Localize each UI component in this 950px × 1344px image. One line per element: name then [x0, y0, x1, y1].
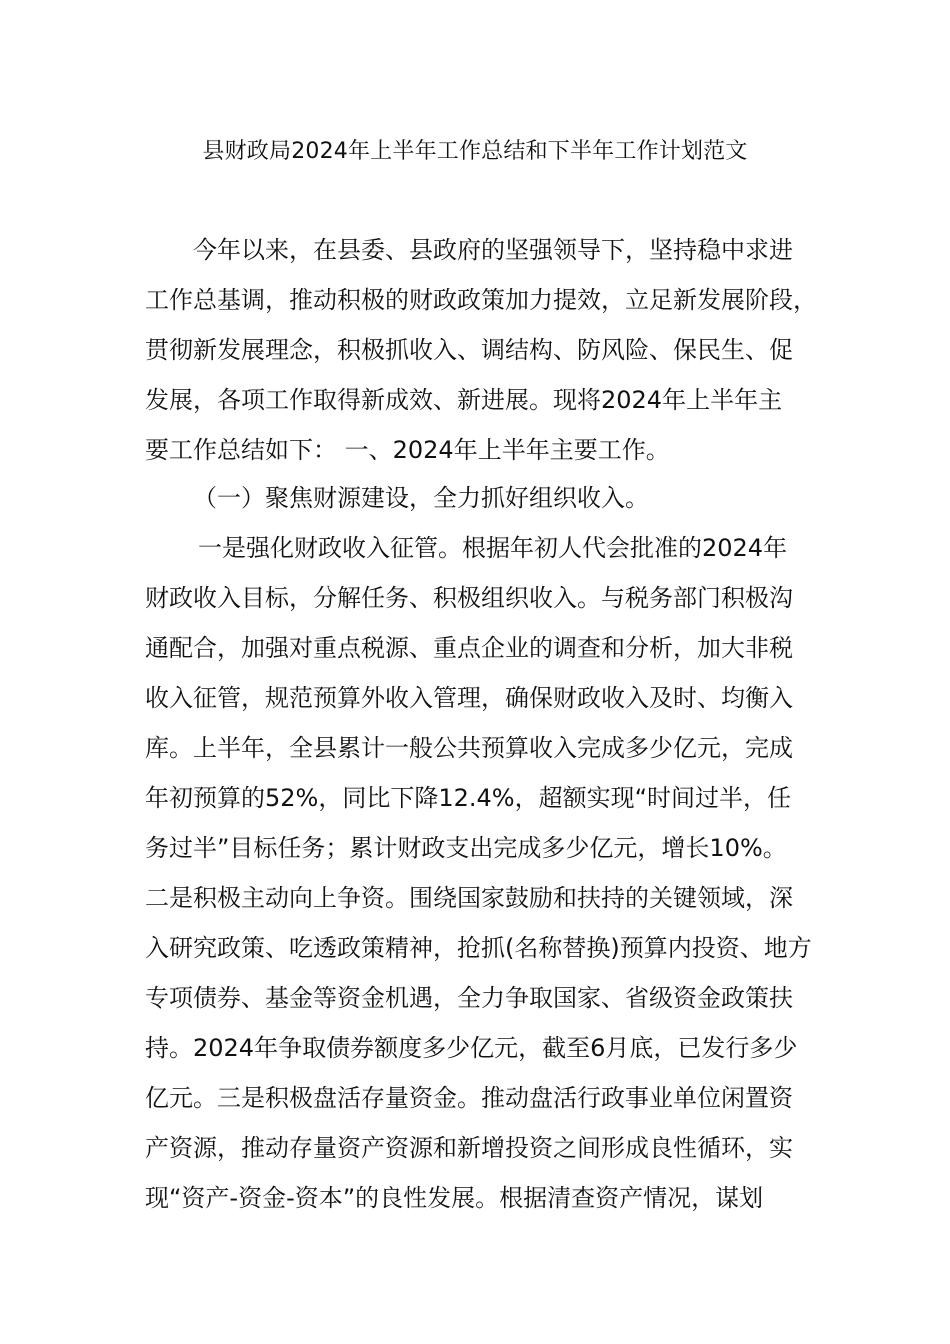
- body-line-2: 工作总基调，推动积极的财政政策加力提效，立足新发展阶段，: [145, 286, 817, 314]
- section-heading-1: （一）聚焦财源建设，全力抓好组织收入。: [193, 484, 649, 512]
- body-line-12: 务过半”目标任务；累计财政支出完成多少亿元，增长10%。: [145, 834, 787, 862]
- body-line-9: 收入征管，规范预算外收入管理，确保财政收入及时、均衡入: [145, 684, 793, 712]
- body-line-7: 财政收入目标，分解任务、积极组织收入。与税务部门积极沟: [145, 584, 793, 612]
- body-line-16: 持。2024年争取债券额度多少亿元，截至6月底，已发行多少: [145, 1034, 798, 1062]
- body-line-4: 发展，各项工作取得新成效、新进展。现将2024年上半年主: [145, 386, 783, 414]
- body-line-15: 专项债券、基金等资金机遇，全力争取国家、省级资金政策扶: [145, 984, 793, 1012]
- body-line-10: 库。上半年，全县累计一般公共预算收入完成多少亿元，完成: [145, 734, 793, 762]
- document-title: 县财政局2024年上半年工作总结和下半年工作计划范文: [202, 139, 748, 164]
- body-line-13: 二是积极主动向上争资。围绕国家鼓励和扶持的关键领域，深: [145, 884, 793, 912]
- body-line-6: 一是强化财政收入征管。根据年初人代会批准的2024年: [198, 534, 788, 562]
- body-line-17: 亿元。三是积极盘活存量资金。推动盘活行政事业单位闲置资: [145, 1084, 793, 1112]
- body-line-11: 年初预算的52%，同比下降12.4%，超额实现“时间过半，任: [145, 784, 792, 812]
- body-line-8: 通配合，加强对重点税源、重点企业的调查和分析，加大非税: [145, 634, 793, 662]
- body-line-14: 入研究政策、吃透政策精神，抢抓(名称替换)预算内投资、地方: [145, 934, 812, 962]
- body-line-18: 产资源，推动存量资产资源和新增投资之间形成良性循环，实: [145, 1134, 793, 1162]
- body-line-19: 现“资产-资金-资本”的良性发展。根据清查资产情况，谋划: [145, 1184, 764, 1212]
- body-line-1: 今年以来，在县委、县政府的坚强领导下，坚持稳中求进: [193, 236, 793, 264]
- body-line-3: 贯彻新发展理念，积极抓收入、调结构、防风险、保民生、促: [145, 336, 793, 364]
- body-line-5: 要工作总结如下： 一、2024年上半年主要工作。: [145, 436, 670, 464]
